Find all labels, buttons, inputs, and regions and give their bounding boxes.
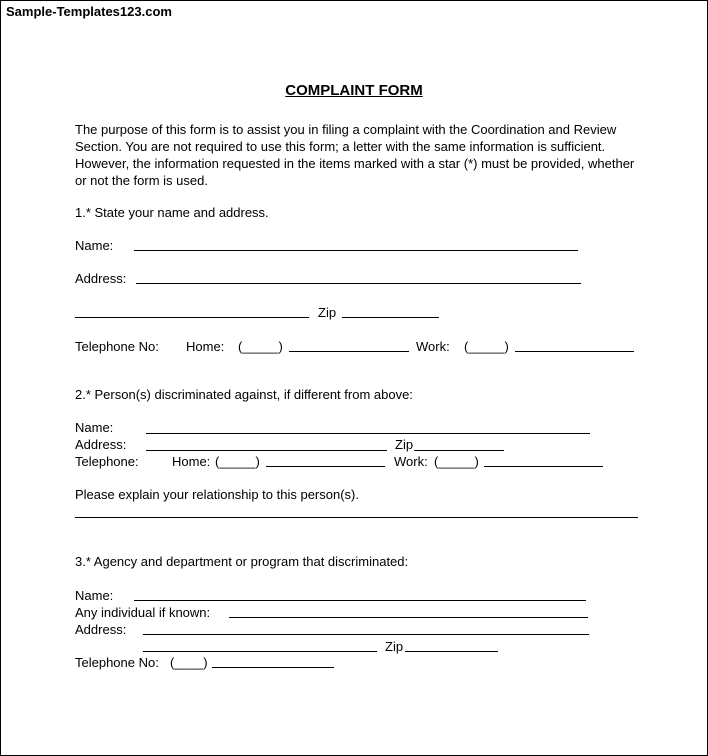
form-title: COMPLAINT FORM [285,82,423,99]
intro-paragraph: The purpose of this form is to assist you in filing a complaint with the Coordination and Review Section. You are not required to use this form; a letter with the same information is sufficient. However, the information requested in the items marked with a star (*) must be provided, whether or not the form is used. [75,122,635,188]
s1-home-label: Home: [186,339,225,354]
s1-address-label: Address: [75,271,127,286]
s1-work-label: Work: [416,339,450,354]
s2-zip-field[interactable] [414,450,504,451]
s2-telephone-label: Telephone: [75,454,139,469]
s1-zip-label: Zip [318,305,337,320]
s2-address-label: Address: [75,437,127,452]
section3-heading: 3.* Agency and department or program that discriminated: [75,554,409,569]
s2-home-label: Home: [172,454,211,469]
s3-address-field[interactable] [143,634,589,635]
watermark: Sample-Templates123.com [6,4,172,19]
s3-city-state-field[interactable] [143,651,377,652]
s1-name-field[interactable] [134,250,578,251]
form-title-wrap [0,82,708,100]
s2-home-area-code[interactable]: (_____) [215,454,260,469]
s1-telephone-label: Telephone No: [75,339,159,354]
s2-relationship-prompt: Please explain your relationship to this person(s). [75,487,359,502]
s3-name-label: Name: [75,588,114,603]
s3-individual-label: Any individual if known: [75,605,211,620]
s2-home-phone-field[interactable] [266,466,385,467]
s3-telephone-label: Telephone No: [75,655,159,670]
s1-work-area-code[interactable]: (_____) [464,339,509,354]
s3-address-label: Address: [75,622,127,637]
s3-phone-field[interactable] [212,667,334,668]
s1-name-label: Name: [75,238,114,253]
s2-work-area-code[interactable]: (_____) [434,454,479,469]
s1-work-phone-field[interactable] [515,351,634,352]
s1-home-phone-field[interactable] [289,351,409,352]
s2-name-field[interactable] [146,433,590,434]
s1-home-area-code[interactable]: (_____) [238,339,283,354]
s3-zip-field[interactable] [405,651,498,652]
s1-city-state-field[interactable] [75,317,309,318]
s3-name-field[interactable] [134,600,586,601]
s3-zip-label: Zip [385,639,404,654]
s2-work-label: Work: [394,454,428,469]
s2-work-phone-field[interactable] [484,466,603,467]
s2-relationship-field[interactable] [75,517,638,518]
s2-name-label: Name: [75,420,114,435]
section1-heading: 1.* State your name and address. [75,205,269,220]
s3-individual-field[interactable] [229,617,588,618]
s2-address-field[interactable] [146,450,387,451]
section2-heading: 2.* Person(s) discriminated against, if different from above: [75,387,413,402]
s1-zip-field[interactable] [342,317,439,318]
s2-zip-label: Zip [395,437,414,452]
s3-area-code[interactable]: (____) [170,655,208,670]
s1-address-field[interactable] [136,283,581,284]
